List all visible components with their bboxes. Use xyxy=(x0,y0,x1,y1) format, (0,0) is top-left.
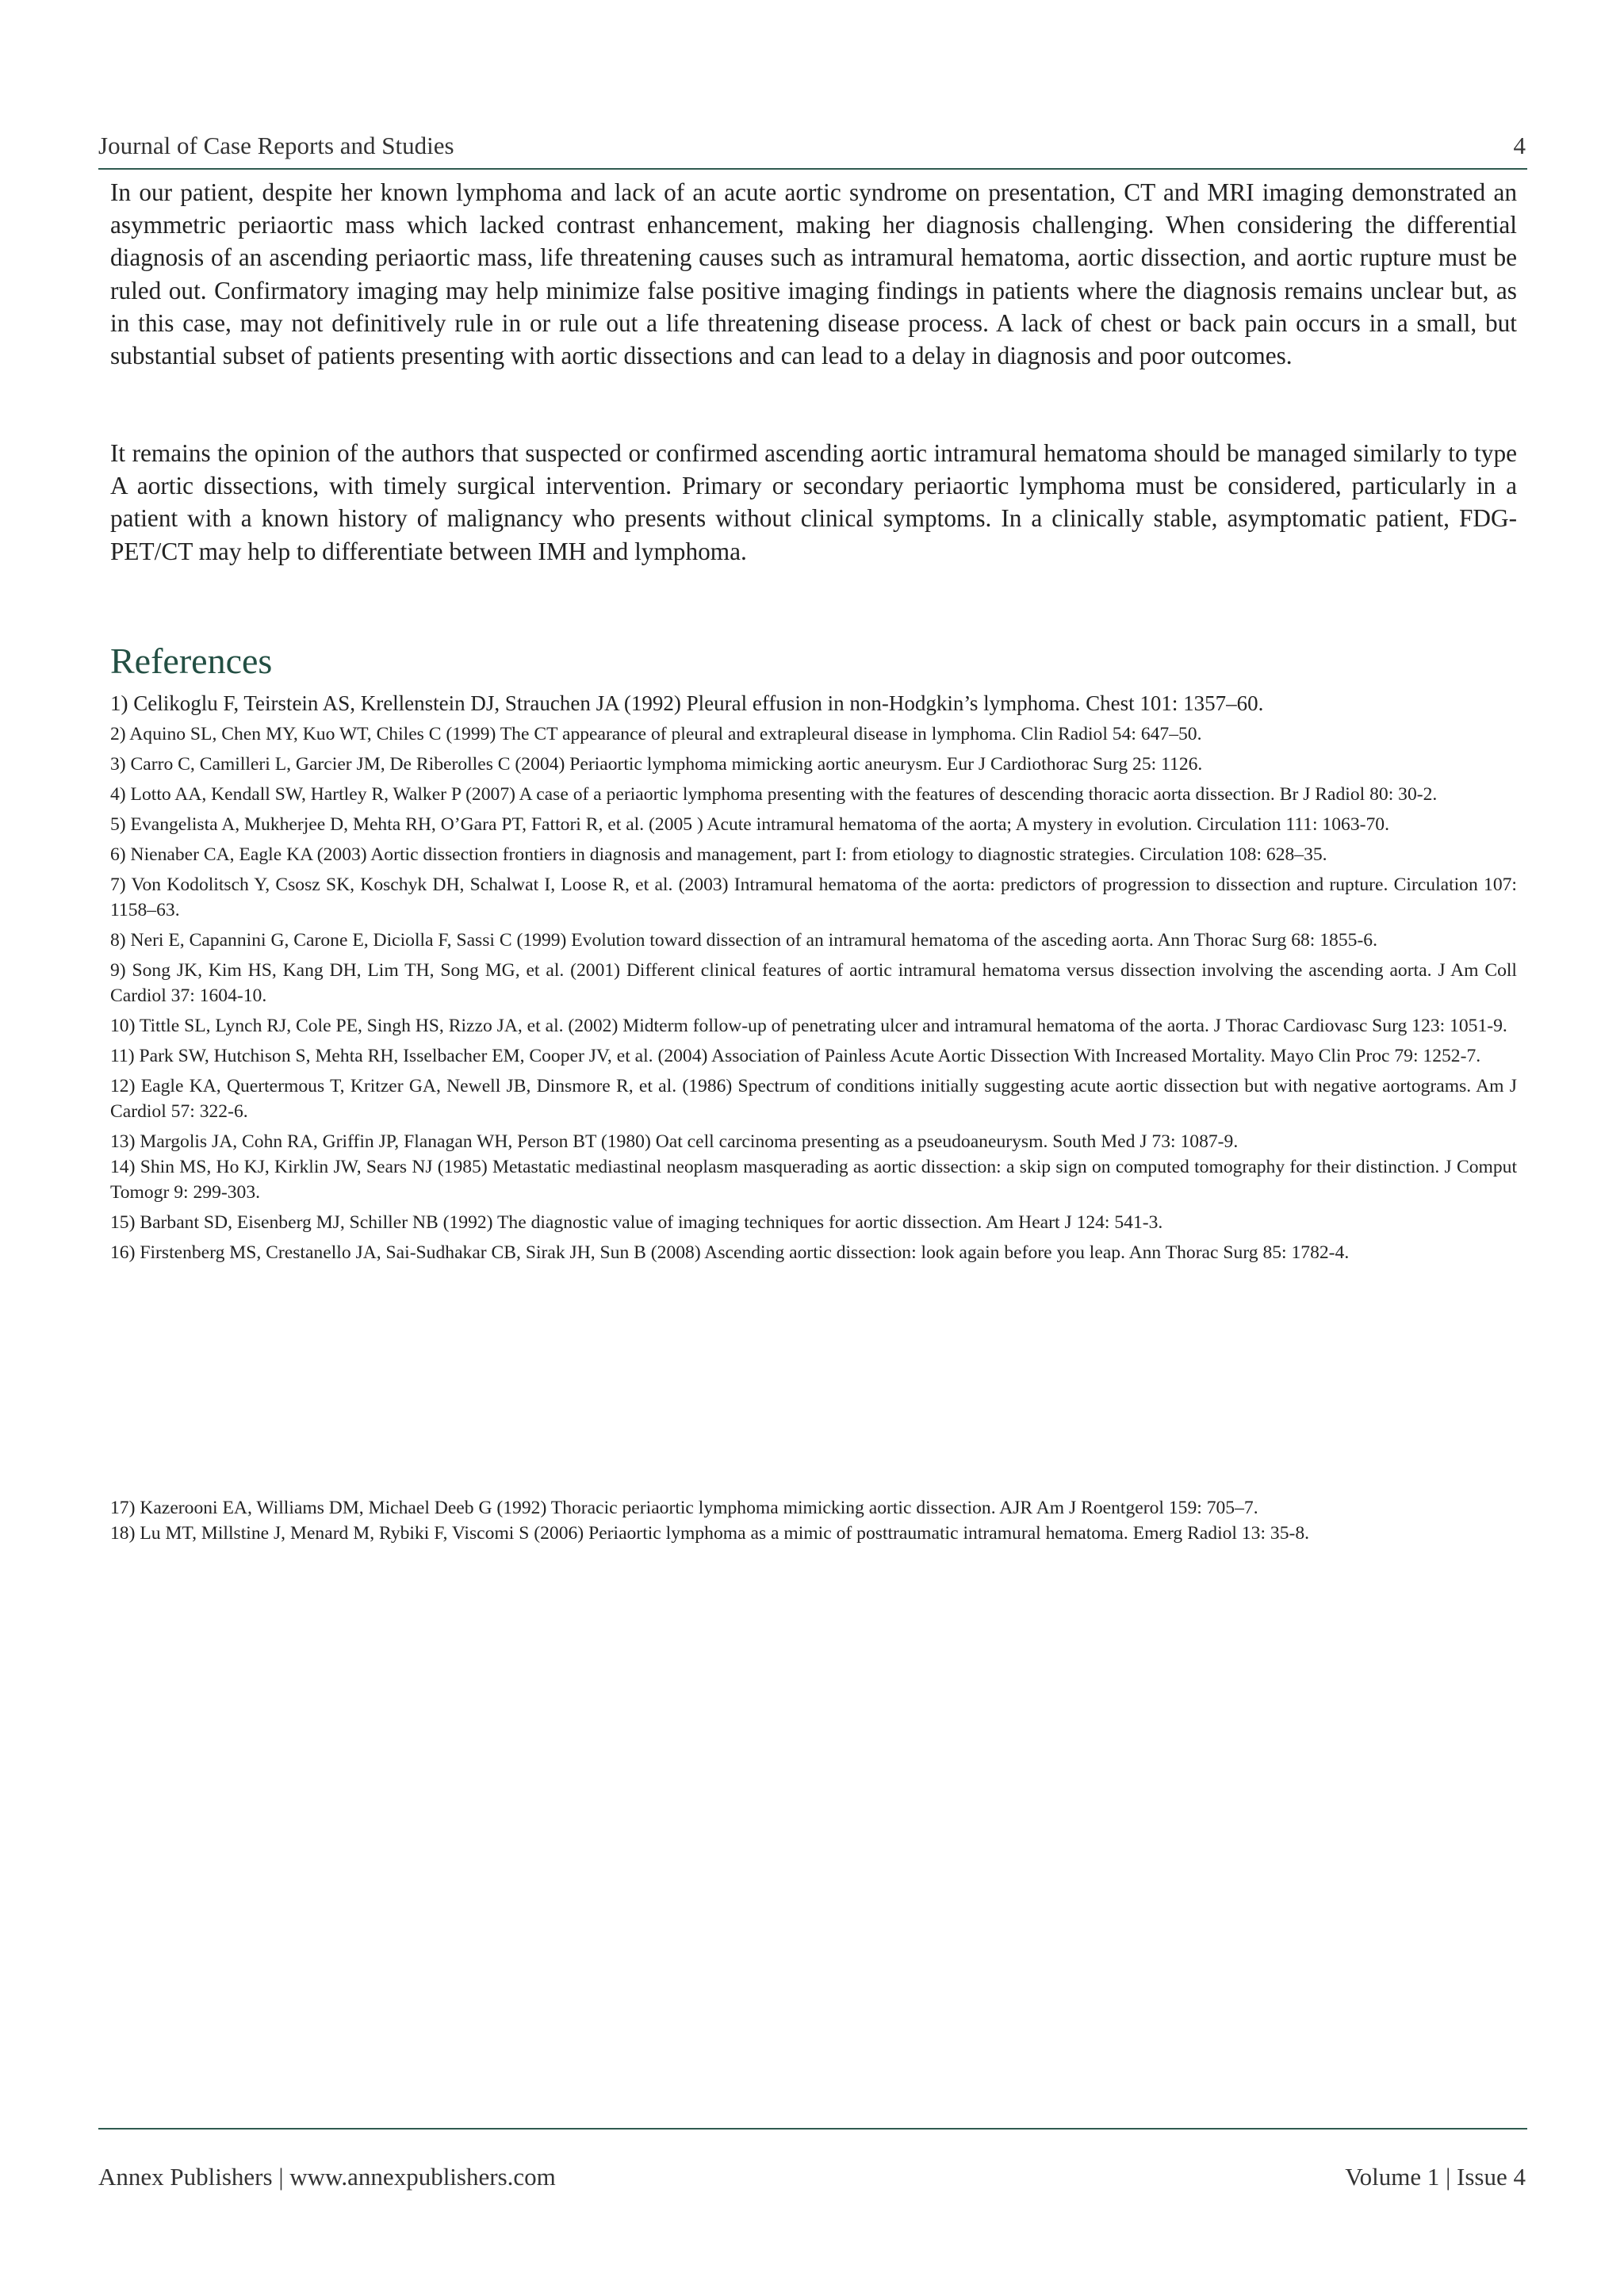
reference-item: 10) Tittle SL, Lynch RJ, Cole PE, Singh HS, Rizzo JA, et al. (2002) Midterm follow-up of penetrating ulcer and intramural hematoma of the aorta. J Thorac Cardiovasc Surg 123: 1051-9. xyxy=(110,1016,1507,1036)
volume-issue: Volume 1 | Issue 4 xyxy=(1345,2163,1526,2191)
page-footer xyxy=(98,2128,1527,2193)
reference-item: 17) Kazerooni EA, Williams DM, Michael Deeb G (1992) Thoracic periaortic lymphoma mimicking aortic dissection. AJR Am J Roentgerol 159: 705–7. xyxy=(110,1498,1258,1518)
body-paragraph: It remains the opinion of the authors that suspected or confirmed ascending aortic intramural hematoma should be managed similarly to type A aortic dissections, with timely surgical intervention. Primary or secondary periaortic lymphoma must be considered, particularly in a patient with a known history of malignancy who presents without clinical symptoms. In a clinically stable, asymptomatic patient, FDG-PET/CT may help to differentiate between IMH and lymphoma. xyxy=(110,439,1517,565)
publisher-line: Annex Publishers | www.annexpublishers.com xyxy=(98,2163,556,2191)
journal-title: Journal of Case Reports and Studies xyxy=(98,132,454,159)
reference-item: 8) Neri E, Capannini G, Carone E, Diciolla F, Sassi C (1999) Evolution toward dissection of an intramural hematoma of the asceding aorta. Ann Thorac Surg 68: 1855-6. xyxy=(110,930,1378,951)
body-paragraph: In our patient, despite her known lymphoma and lack of an acute aortic syndrome on presentation, CT and MRI imaging demonstrated an asymmetric periaortic mass which lacked contrast enhancement, making her diagnosis challenging. When considering the differential diagnosis of an ascending periaortic mass, life threatening causes such as intramural hematoma, aortic dissection, and aortic rupture must be ruled out. Confirmatory imaging may help minimize false positive imaging findings in patients where the diagnosis remains unclear but, as in this case, may not definitively rule in or rule out a life threatening disease process. A lack of chest or back pain occurs in a small, but substantial subset of patients presenting with aortic dissections and can lead to a delay in diagnosis and poor outcomes. xyxy=(110,178,1517,370)
reference-item: 6) Nienaber CA, Eagle KA (2003) Aortic dissection frontiers in diagnosis and management, part I: from etiology to diagnostic strategies. Circulation 108: 628–35. xyxy=(110,844,1327,865)
reference-item: 2) Aquino SL, Chen MY, Kuo WT, Chiles C (1999) The CT appearance of pleural and extrapleural disease in lymphoma. Clin Radiol 54: 647–50. xyxy=(110,724,1202,744)
reference-item: 7) Von Kodolitsch Y, Csosz SK, Koschyk DH, Schalwat I, Loose R, et al. (2003) Intramural hematoma of the aorta: predictors of progression to dissection and rupture. Circulation 107: 1158–63. xyxy=(110,874,1517,920)
reference-item: 14) Shin MS, Ho KJ, Kirklin JW, Sears NJ (1985) Metastatic mediastinal neoplasm masquerading as aortic dissection: a skip sign on computed tomography for their distinction. J Comput Tomogr 9: 299-303. xyxy=(110,1157,1517,1203)
reference-list xyxy=(110,1495,1517,1551)
page-number: 4 xyxy=(1513,132,1526,159)
reference-item: 12) Eagle KA, Quertermous T, Kritzer GA, Newell JB, Dinsmore R, et al. (1986) Spectrum of conditions initially suggesting acute aortic dissection but with negative aortograms. Am J Cardiol 57: 322-6. xyxy=(110,1076,1517,1122)
references-heading: References xyxy=(110,641,273,681)
reference-item: 9) Song JK, Kim HS, Kang DH, Lim TH, Song MG, et al. (2001) Different clinical features of aortic intramural hematoma versus dissection involving the ascending aorta. J Am Coll Cardiol 37: 1604-10. xyxy=(110,960,1517,1006)
reference-item: 3) Carro C, Camilleri L, Garcier JM, De Riberolles C (2004) Periaortic lymphoma mimicking aortic aneurysm. Eur J Cardiothorac Surg 25: 1126. xyxy=(110,754,1203,775)
reference-item: 11) Park SW, Hutchison S, Mehta RH, Isselbacher EM, Cooper JV, et al. (2004) Association of Painless Acute Aortic Dissection With Increased Mortality. Mayo Clin Proc 79: 1252-7. xyxy=(110,1046,1481,1066)
reference-list xyxy=(110,688,1517,1270)
reference-item: 4) Lotto AA, Kendall SW, Hartley R, Walker P (2007) A case of a periaortic lymphoma presenting with the features of descending thoracic aorta dissection. Br J Radiol 80: 30-2. xyxy=(110,784,1438,805)
reference-item: 16) Firstenberg MS, Crestanello JA, Sai-Sudhakar CB, Sirak JH, Sun B (2008) Ascending aortic dissection: look again before you leap. Ann Thorac Surg 85: 1782-4. xyxy=(110,1242,1350,1263)
page-header xyxy=(98,128,1527,170)
reference-item: 15) Barbant SD, Eisenberg MJ, Schiller NB (1992) The diagnostic value of imaging techniques for aortic dissection. Am Heart J 124: 541-3. xyxy=(110,1212,1163,1233)
reference-item: 5) Evangelista A, Mukherjee D, Mehta RH, O’Gara PT, Fattori R, et al. (2005 ) Acute intramural hematoma of the aorta; A mystery in evolution. Circulation 111: 1063-70. xyxy=(110,814,1389,835)
reference-item: 13) Margolis JA, Cohn RA, Griffin JP, Flanagan WH, Person BT (1980) Oat cell carcinoma presenting as a pseudoaneurysm. South Med J 73: 1087-9. xyxy=(110,1131,1239,1152)
reference-item: 1) Celikoglu F, Teirstein AS, Krellenstein DJ, Strauchen JA (1992) Pleural effusion in non-Hodgkin’s lymphoma. Chest 101: 1357–60. xyxy=(110,691,1264,715)
reference-item: 18) Lu MT, Millstine J, Menard M, Rybiki F, Viscomi S (2006) Periaortic lymphoma as a mimic of posttraumatic intramural hematoma. Emerg Radiol 13: 35-8. xyxy=(110,1523,1310,1544)
